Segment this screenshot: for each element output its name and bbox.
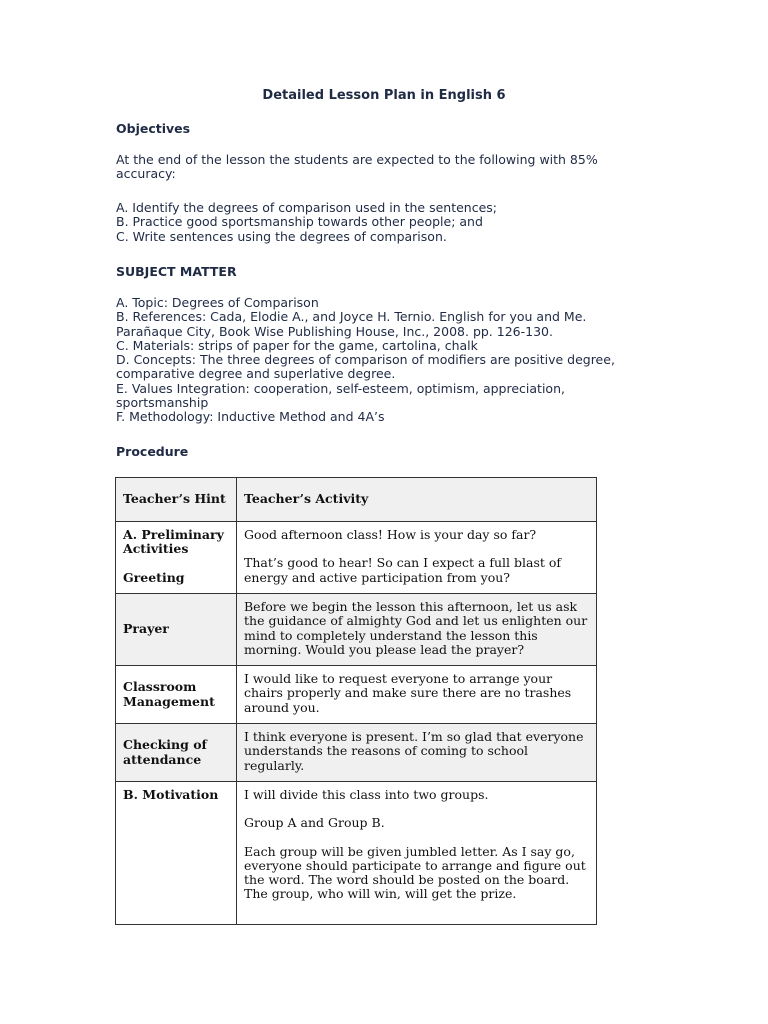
subject-item: E. Values Integration: cooperation, self-esteem, optimism, appreciation, sportsmanship — [116, 380, 565, 411]
table-row — [116, 594, 597, 666]
subject-matter-heading: SUBJECT MATTER — [116, 264, 237, 279]
objectives-intro: At the end of the lesson the students are expected to the following with 85% accuracy: — [116, 152, 598, 182]
activity-line: I think everyone is present. I’m so glad that everyone understands the reasons of coming to school regularly. — [244, 729, 584, 773]
row-hint: Prayer — [116, 594, 237, 666]
procedure-heading: Procedure — [116, 444, 189, 459]
row-hint — [116, 522, 237, 594]
subject-item: D. Concepts: The three degrees of comparison of modifiers are positive degree, comparative degree and superlative degree. — [116, 352, 615, 382]
table-row — [116, 666, 597, 724]
activity-line: I will divide this class into two groups. — [244, 787, 489, 802]
activity-line: Before we begin the lesson this afternoon, let us ask the guidance of almighty God and let us enlighten our mind to completely understand the lesson this morning. Would you please lead the prayer? — [244, 599, 588, 657]
activity-line: Good afternoon class! How is your day so far? — [244, 527, 537, 542]
activity-line: That’s good to hear! So can I expect a full blast of energy and active participation from you? — [244, 555, 562, 585]
hint-text: A. Preliminary Activities — [123, 527, 224, 557]
objectives-heading: Objectives — [116, 121, 191, 136]
activity-line: Group A and Group B. — [244, 815, 385, 831]
subject-item: A. Topic: Degrees of Comparison — [116, 295, 319, 310]
row-hint: Checking of attendance — [116, 724, 237, 782]
hint-subtext: Greeting — [123, 569, 185, 585]
activity-line: I would like to request everyone to arrange your chairs properly and make sure there are no trashes around you. — [244, 671, 572, 715]
subject-item: B. References: Cada, Elodie A., and Joyce H. Ternio. English for you and Me. Parañaque City, Book Wise Publishing House, Inc., 2008. pp. 126-130. — [116, 309, 587, 339]
table-row — [116, 724, 597, 782]
row-activity — [237, 594, 597, 666]
activity-line: Each group will be given jumbled letter. As I say go, everyone should participate to arrange and figure out the word. The word should be posted on the board. The group, who will win, will get the prize. — [244, 843, 586, 902]
row-activity — [237, 666, 597, 724]
subject-matter-list — [116, 296, 646, 425]
objectives-list — [116, 201, 656, 244]
table-row — [116, 522, 597, 594]
row-hint: Classroom Management — [116, 666, 237, 724]
row-activity — [237, 782, 597, 925]
header-hint: Teacher’s Hint — [116, 478, 237, 522]
procedure-table — [115, 477, 597, 925]
objective-item: C. Write sentences using the degrees of comparison. — [116, 228, 447, 244]
header-activity: Teacher’s Activity — [237, 478, 597, 522]
row-activity — [237, 522, 597, 594]
table-header-row — [116, 478, 597, 522]
row-hint: B. Motivation — [116, 782, 237, 925]
objective-item: B. Practice good sportsmanship towards other people; and — [116, 214, 483, 230]
document-title: Detailed Lesson Plan in English 6 — [262, 88, 506, 103]
row-activity — [237, 724, 597, 782]
subject-item: F. Methodology: Inductive Method and 4A’s — [116, 409, 385, 425]
objective-item: A. Identify the degrees of comparison used in the sentences; — [116, 200, 498, 215]
subject-item: C. Materials: strips of paper for the game, cartolina, chalk — [116, 337, 478, 353]
table-row — [116, 782, 597, 925]
